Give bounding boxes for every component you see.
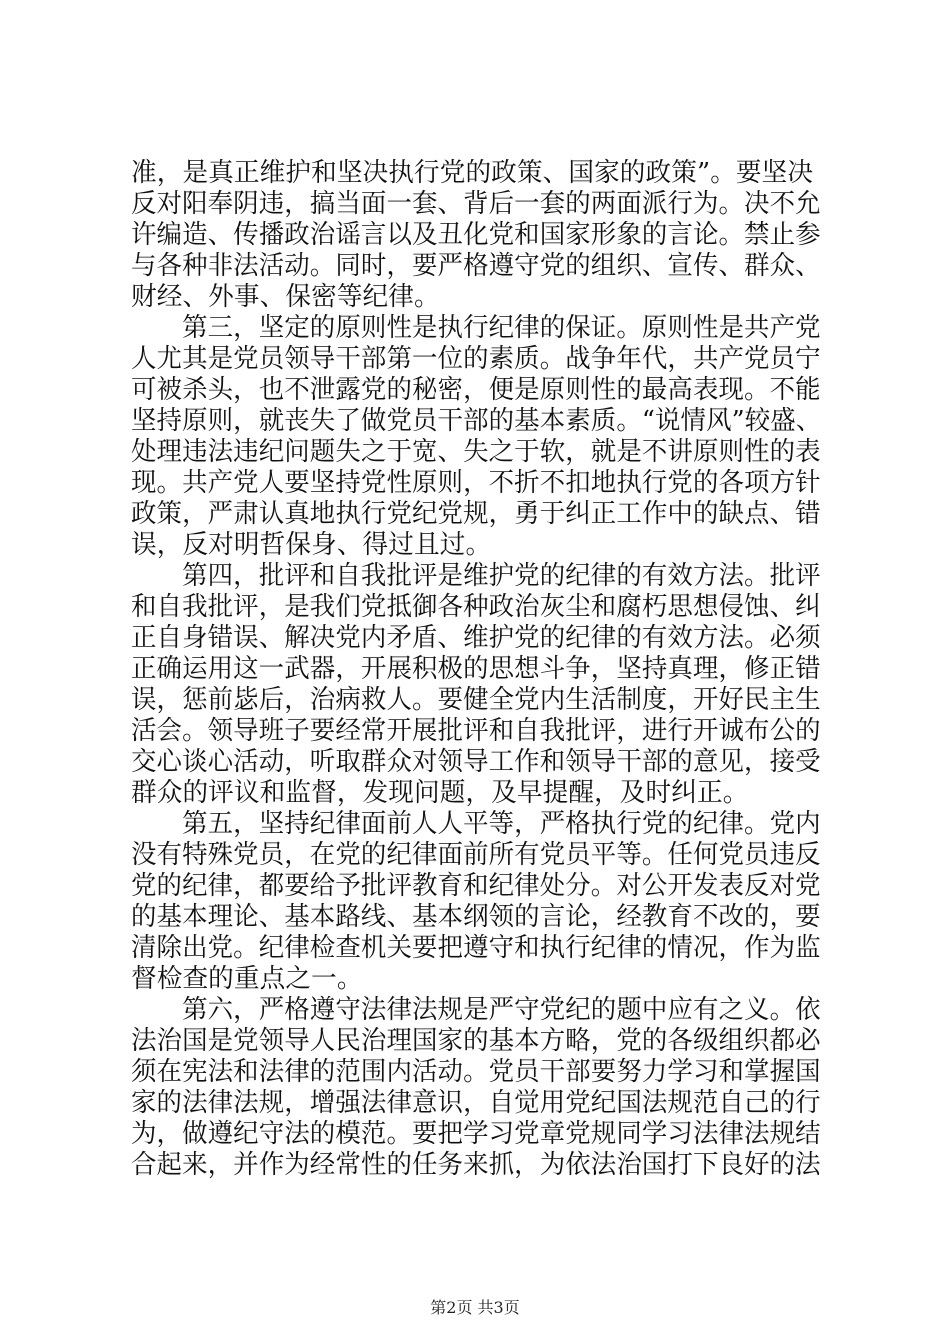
text-line: 可被杀头，也不泄露党的秘密，便是原则性的最高表现。不能 <box>131 375 821 405</box>
text-line: 须在宪法和法律的范围内活动。党员干部要努力学习和掌握国 <box>131 1057 821 1087</box>
text-line: 法治国是党领导人民治理国家的基本方略，党的各级组织都必 <box>131 1026 821 1056</box>
text-line: 为，做遵纪守法的模范。要把学习党章党规同学习法律法规结 <box>131 1119 821 1149</box>
text-line: 与各种非法活动。同时，要严格遵守党的组织、宣传、群众、 <box>131 251 821 281</box>
text-line: 准，是真正维护和坚决执行党的政策、国家的政策”。要坚决 <box>131 158 814 188</box>
text-line: 正确运用这一武器，开展积极的思想斗争，坚持真理，修正错 <box>131 654 821 684</box>
page-footer: 第2页 共3页 <box>430 1298 520 1317</box>
body-text <box>131 158 831 1181</box>
text-line: 第六，严格遵守法律法规是严守党纪的题中应有之义。依 <box>131 995 821 1025</box>
text-line: 清除出党。纪律检查机关要把遵守和执行纪律的情况，作为监 <box>131 933 821 963</box>
text-line: 第三，坚定的原则性是执行纪律的保证。原则性是共产党 <box>131 313 821 343</box>
text-line: 政策，严肃认真地执行党纪党规，勇于纠正工作中的缺点、错 <box>131 499 821 529</box>
text-line: 交心谈心活动，听取群众对领导工作和领导干部的意见，接受 <box>131 747 821 777</box>
text-line: 第四，批评和自我批评是维护党的纪律的有效方法。批评 <box>131 561 821 591</box>
text-line: 督检查的重点之一。 <box>131 964 363 994</box>
text-line: 财经、外事、保密等纪律。 <box>131 282 440 312</box>
text-line: 人尤其是党员领导干部第一位的素质。战争年代，共产党员宁 <box>131 344 821 374</box>
text-line: 第五，坚持纪律面前人人平等，严格执行党的纪律。党内 <box>131 809 821 839</box>
text-line: 群众的评议和监督，发现问题，及早提醒，及时纠正。 <box>131 778 749 808</box>
text-line: 误，惩前毖后，治病救人。要健全党内生活制度，开好民主生 <box>131 685 821 715</box>
text-line: 处理违法违纪问题失之于宽、失之于软，就是不讲原则性的表 <box>131 437 821 467</box>
text-line: 正自身错误、解决党内矛盾、维护党的纪律的有效方法。必须 <box>131 623 821 653</box>
text-line: 没有特殊党员，在党的纪律面前所有党员平等。任何党员违反 <box>131 840 821 870</box>
text-line: 活会。领导班子要经常开展批评和自我批评，进行开诚布公的 <box>131 716 821 746</box>
text-line: 的基本理论、基本路线、基本纲领的言论，经教育不改的，要 <box>131 902 821 932</box>
text-line: 许编造、传播政治谣言以及丑化党和国家形象的言论。禁止参 <box>131 220 821 250</box>
text-line: 合起来，并作为经常性的任务来抓，为依法治国打下良好的法 <box>131 1150 821 1180</box>
text-line: 党的纪律，都要给予批评教育和纪律处分。对公开发表反对党 <box>131 871 821 901</box>
text-line: 反对阳奉阴违，搞当面一套、背后一套的两面派行为。决不允 <box>131 189 821 219</box>
text-line: 家的法律法规，增强法律意识，自觉用党纪国法规范自己的行 <box>131 1088 821 1118</box>
text-line: 现。共产党人要坚持党性原则，不折不扣地执行党的各项方针 <box>131 468 821 498</box>
text-line: 误，反对明哲保身、得过且过。 <box>131 530 492 560</box>
text-line: 和自我批评，是我们党抵御各种政治灰尘和腐朽思想侵蚀、纠 <box>131 592 821 622</box>
text-line: 坚持原则，就丧失了做党员干部的基本素质。“说情风”较盛、 <box>131 406 822 436</box>
